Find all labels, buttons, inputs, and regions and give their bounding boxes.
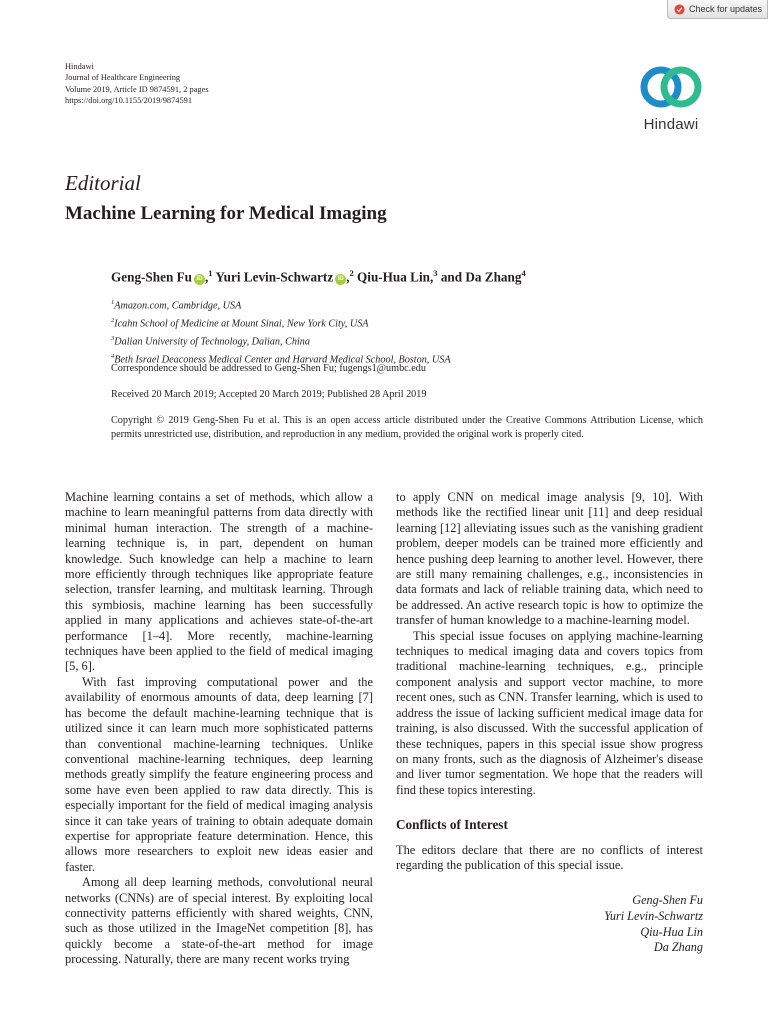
affiliation-list — [111, 296, 451, 368]
journal-volume: Volume 2019, Article ID 9874591, 2 pages — [65, 84, 209, 94]
correspondence-line: Correspondence should be addressed to Geng-Shen Fu; fugengs1@umbc.edu — [111, 363, 426, 374]
affiliation-text: Amazon.com, Cambridge, USA — [114, 300, 242, 312]
affiliation-text: Icahn School of Medicine at Mount Sinai, New York City, USA — [114, 318, 369, 330]
signature-name: Da Zhang — [653, 940, 703, 955]
journal-info — [65, 61, 209, 106]
conflicts-heading: Conflicts of Interest — [396, 817, 508, 833]
affiliation-text: Dalian University of Technology, Dalian, China — [114, 336, 310, 348]
body-column-left — [65, 490, 373, 968]
signature-block — [396, 893, 703, 955]
author-name: Qiu-Hua Lin, — [357, 269, 434, 285]
journal-doi-link[interactable]: https://doi.org/10.1155/2019/9874591 — [65, 95, 193, 105]
affiliation-item — [111, 332, 451, 350]
hindawi-rings-icon — [639, 61, 703, 113]
body-paragraph: to apply CNN on medical image analysis [9, 10]. With methods like the rectified linear unit [11] and deep residual learning [12] alleviating issues such as the vanishing gradient problem, deeper models can be trained more efficiently and hence pushing deep learning to another level. However, there are still many remaining challenges, e.g., inconsistencies in data formats and lack of reliable training data, which need to be addressed. An active research topic is how to optimize the transfer of human knowledge to a machine-learning model. — [396, 490, 703, 628]
affiliation-marker: 1 — [111, 299, 115, 306]
author-list: Geng-Shen Fu iD ,$^1$ Yuri Levin-Schwartz iD ,$^2$ Qiu-Hua Lin,$^3$ and Da Zhang$^4$ — [111, 268, 526, 285]
body-paragraph: This special issue focuses on applying machine-learning techniques to medical imaging data and covers topics from traditional machine-learning techniques, e.g., principle component analysis and support vector machine, to more recent ones, such as CNN. Transfer learning, which is used to address the issue of lacking sufficient medical image data for training, is also discussed. With the successful application of these techniques, papers in this special issue show progress on many fronts, such as the diagnosis of Alzheimer's disease and liver tumor segmentation. We hope that the readers will find these topics interesting. — [396, 628, 703, 797]
affiliation-marker: 2 — [111, 316, 115, 324]
hindawi-logo — [636, 59, 706, 135]
article-type: Editorial — [65, 171, 141, 195]
journal-name: Journal of Healthcare Engineering — [65, 73, 181, 83]
affiliation-item — [111, 296, 451, 314]
author-name: Yuri Levin-Schwartz — [215, 269, 334, 285]
body-paragraph: Among all deep learning methods, convolutional neural networks (CNNs) are of special interest. By exploiting local connectivity patterns efficiently with shared weights, CNN, such as those utilized in the ImageNet competition [8], has quickly become a state-of-the-art method for image processing. Naturally, there are many recent works trying — [65, 875, 373, 967]
orcid-icon[interactable]: iD — [194, 274, 205, 285]
publisher-name: Hindawi — [65, 62, 94, 71]
conflicts-text: The editors declare that there are no conflicts of interest regarding the publication of this special issue. — [396, 842, 703, 872]
publication-dates: Received 20 March 2019; Accepted 20 March 2019; Published 28 April 2019 — [111, 389, 427, 400]
signature-name: Qiu-Hua Lin — [640, 924, 703, 939]
author-affiliation-marker: 4 — [521, 268, 526, 278]
orcid-icon[interactable]: iD — [335, 274, 346, 285]
author-affiliation-marker: 2 — [349, 268, 354, 278]
hindawi-wordmark: Hindawi — [643, 116, 699, 133]
affiliation-text: Beth Israel Deaconess Medical Center and Harvard Medical School, Boston, USA — [114, 354, 451, 366]
author-affiliation-marker: 1 — [208, 268, 213, 278]
author-name: Geng-Shen Fu — [111, 269, 192, 285]
check-for-updates-button[interactable] — [667, 0, 768, 19]
check-for-updates-label: Check for updates — [689, 4, 763, 14]
article-title: Machine Learning for Medical Imaging — [65, 203, 387, 224]
author-affiliation-marker: 3 — [433, 268, 438, 278]
signature-name: Yuri Levin-Schwartz — [604, 908, 703, 923]
affiliation-marker: 3 — [111, 334, 115, 342]
affiliation-marker: 4 — [111, 352, 115, 360]
body-paragraph: Machine learning contains a set of methods, which allow a machine to learn meaningful patterns from data directly with minimal human interaction. The strength of a machine-learning technique is, in part, dependent on human knowledge. Such knowledge can help a machine to learn more efficiently through techniques like appropriate feature selection, transfer learning, and multitask learning. Through this symbiosis, machine learning has been successfully applied in many applications and achieves state-of-the-art performance [1–4]. More recently, machine-learning techniques have been applied to the field of medical imaging [5, 6]. — [65, 490, 373, 674]
author-name: and Da Zhang — [440, 269, 522, 285]
affiliation-item — [111, 314, 451, 332]
body-paragraph: With fast improving computational power and the availability of enormous amounts of data, deep learning [7] has become the default machine-learning technique that is utilized since it can learn much more sophisticated patterns than conventional machine-learning techniques. Unlike conventional machine-learning techniques, deep learning methods greatly simplify the feature engineering process and some have even been applied to raw data directly. This is especially important for the field of medical imaging analysis since it can take years of training to obtain adequate domain expertise for appropriate feature determination. Hence, this allows more researchers to exploit new ideas easier and faster. — [65, 674, 373, 874]
check-updates-icon — [674, 4, 685, 15]
copyright-notice: Copyright © 2019 Geng-Shen Fu et al. This is an open access article distributed under the Creative Commons Attribution License, which permits unrestricted use, distribution, and reproduction in any medium, provided the original work is properly cited. — [111, 415, 703, 440]
body-column-right — [396, 490, 703, 956]
signature-name: Geng-Shen Fu — [632, 893, 703, 908]
